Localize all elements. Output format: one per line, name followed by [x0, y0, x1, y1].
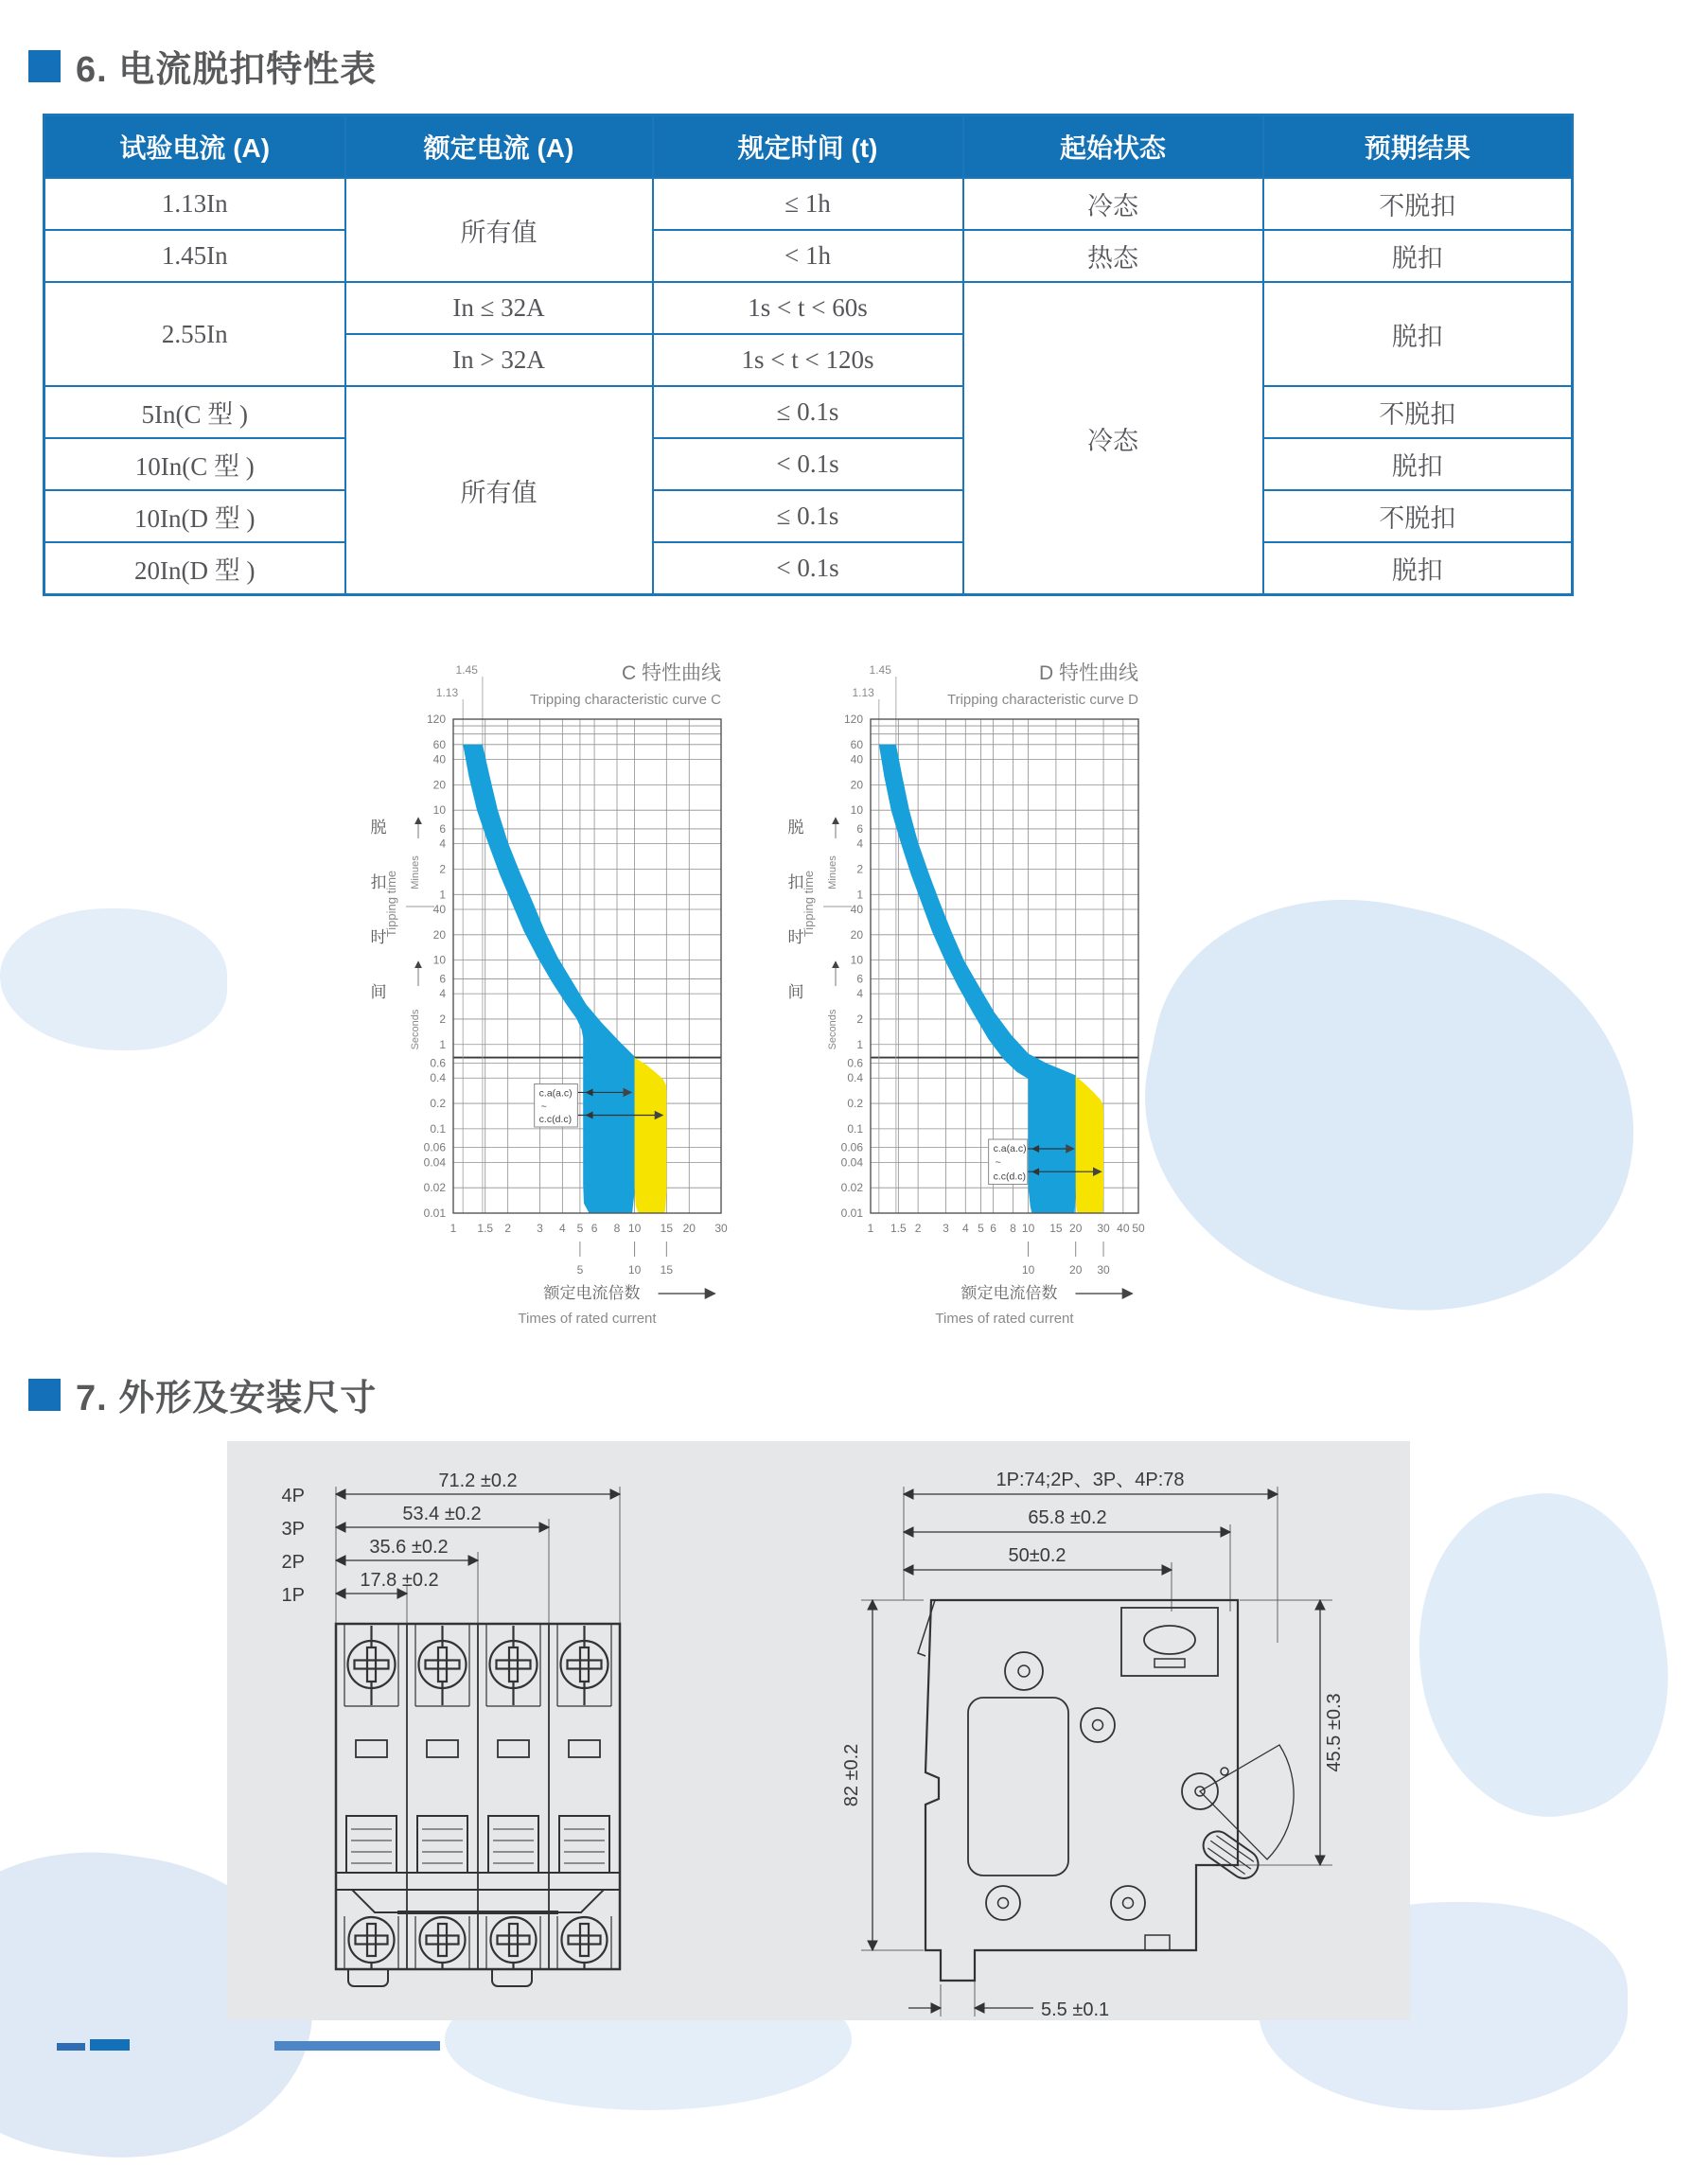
svg-text:20: 20	[850, 778, 863, 792]
table-cell: 脱扣	[1263, 230, 1573, 282]
svg-text:20: 20	[1069, 1222, 1083, 1235]
svg-text:0.6: 0.6	[847, 1056, 863, 1070]
section-7-header	[28, 1368, 377, 1420]
svg-text:20: 20	[850, 927, 863, 942]
section-6-title: 6. 电流脱扣特性表	[76, 50, 378, 90]
table-cell: 热态	[963, 230, 1263, 282]
svg-text:3: 3	[943, 1222, 949, 1235]
svg-text:10: 10	[627, 1263, 642, 1277]
table-row	[44, 282, 1573, 334]
map-decoration	[0, 908, 227, 1050]
table-cell: 1.45In	[44, 230, 345, 282]
svg-text:1: 1	[856, 888, 863, 902]
svg-text:Tripping characteristic curve: Tripping characteristic curve D	[946, 692, 1138, 708]
table-cell: 不脱扣	[1263, 490, 1573, 542]
table-cell: 20In(D 型 )	[44, 542, 345, 595]
footer-decoration	[274, 2041, 440, 2051]
section-bullet-icon	[28, 1379, 61, 1411]
svg-text:40: 40	[850, 752, 863, 766]
section-6-header	[28, 40, 377, 92]
table-cell: In ≤ 32A	[345, 282, 653, 334]
svg-text:40: 40	[1117, 1222, 1130, 1235]
table-row	[44, 542, 1573, 595]
svg-text:30: 30	[1097, 1222, 1110, 1235]
dc-tripping-band	[1076, 1076, 1103, 1213]
svg-text:0.4: 0.4	[847, 1071, 863, 1085]
column-header-expected-result: 预期结果	[1263, 115, 1573, 179]
table-cell: ≤ 0.1s	[653, 490, 963, 542]
svg-text:2: 2	[439, 862, 446, 876]
svg-text:0.02: 0.02	[423, 1181, 446, 1195]
svg-text:15: 15	[660, 1222, 674, 1235]
svg-text:c.c(d.c): c.c(d.c)	[993, 1171, 1027, 1183]
table-cell: ≤ 0.1s	[653, 386, 963, 438]
table-cell: 所有值	[345, 178, 653, 282]
table-cell: ≤ 1h	[653, 178, 963, 230]
svg-text:0.2: 0.2	[847, 1097, 863, 1111]
svg-text:0.1: 0.1	[430, 1121, 446, 1136]
column-header-rated-current: 额定电流 (A)	[345, 115, 653, 179]
svg-text:6: 6	[590, 1222, 598, 1235]
svg-text:15: 15	[1049, 1222, 1063, 1235]
pole-label: 4P	[281, 1486, 305, 1506]
table-cell: 冷态	[963, 178, 1263, 230]
svg-text:10: 10	[850, 803, 863, 818]
dimension-label: 45.5 ±0.3	[1324, 1693, 1345, 1772]
svg-text:4: 4	[961, 1222, 969, 1235]
breaker-side-body	[918, 1600, 1294, 1981]
extension-lines	[861, 1487, 1332, 2017]
svg-text:时: 时	[787, 928, 804, 946]
dimension-label: 17.8 ±0.2	[360, 1570, 439, 1591]
svg-text:扣: 扣	[787, 873, 804, 891]
svg-text:扣: 扣	[370, 873, 387, 891]
svg-text:~: ~	[540, 1101, 547, 1113]
svg-text:c.a(a.c): c.a(a.c)	[538, 1087, 573, 1100]
svg-text:6: 6	[856, 972, 863, 986]
svg-text:6: 6	[990, 1222, 996, 1235]
column-header-initial-state: 起始状态	[963, 115, 1263, 179]
footer-decoration	[90, 2039, 130, 2051]
table-cell: < 1h	[653, 230, 963, 282]
svg-text:40: 40	[432, 902, 446, 916]
svg-text:2: 2	[504, 1222, 512, 1235]
svg-text:1.13: 1.13	[435, 686, 459, 699]
svg-text:1.13: 1.13	[852, 686, 874, 699]
svg-text:c.a(a.c): c.a(a.c)	[993, 1143, 1027, 1155]
svg-text:10: 10	[432, 803, 446, 818]
svg-text:D 特性曲线: D 特性曲线	[1039, 662, 1138, 684]
svg-text:时: 时	[370, 928, 387, 946]
svg-text:4: 4	[856, 837, 863, 851]
svg-text:50: 50	[1132, 1222, 1145, 1235]
dimension-label: 71.2 ±0.2	[438, 1471, 518, 1491]
svg-text:2: 2	[856, 1012, 863, 1026]
breaker-front-body	[336, 1624, 620, 1986]
svg-text:20: 20	[432, 778, 446, 792]
svg-text:6: 6	[856, 821, 863, 836]
svg-text:6: 6	[439, 821, 446, 836]
svg-text:C 特性曲线: C 特性曲线	[622, 662, 721, 684]
table-cell: 脱扣	[1263, 542, 1573, 595]
table-row	[44, 438, 1573, 490]
table-header-row	[44, 115, 1573, 179]
svg-text:~: ~	[995, 1156, 1001, 1169]
table-cell: 所有值	[345, 386, 653, 595]
svg-text:0.4: 0.4	[430, 1071, 446, 1085]
table-cell: 1.13In	[44, 178, 345, 230]
latch-roller	[1198, 1826, 1264, 1884]
svg-text:0.04: 0.04	[840, 1155, 863, 1170]
side-view-drawing	[814, 1458, 1382, 2020]
svg-text:120: 120	[843, 713, 863, 726]
svg-text:c.c(d.c): c.c(d.c)	[538, 1113, 573, 1125]
svg-text:30: 30	[1097, 1263, 1110, 1277]
tripping-curve-d-chart	[700, 653, 1230, 1344]
svg-text:1: 1	[867, 1222, 874, 1235]
svg-text:1: 1	[439, 1037, 446, 1051]
svg-text:2: 2	[439, 1012, 446, 1026]
pole-label: 2P	[281, 1552, 305, 1573]
table-cell: 冷态	[963, 282, 1263, 595]
svg-text:Minues: Minues	[827, 855, 838, 889]
svg-text:2: 2	[914, 1222, 922, 1235]
svg-text:4: 4	[559, 1222, 566, 1235]
svg-text:40: 40	[432, 752, 446, 766]
table-cell: 5In(C 型 )	[44, 386, 345, 438]
table-cell: 2.55In	[44, 282, 345, 386]
table-cell: 10In(D 型 )	[44, 490, 345, 542]
svg-text:1: 1	[439, 888, 446, 902]
table-cell: In > 32A	[345, 334, 653, 386]
dimension-label: 1P:74;2P、3P、4P:78	[996, 1470, 1185, 1490]
svg-text:10: 10	[627, 1222, 642, 1235]
svg-text:1.45: 1.45	[869, 663, 891, 677]
column-header-specified-time: 规定时间 (t)	[653, 115, 963, 179]
dimension-lines	[872, 1494, 1320, 2008]
svg-text:0.02: 0.02	[840, 1181, 863, 1195]
svg-text:5: 5	[978, 1222, 984, 1235]
svg-text:0.01: 0.01	[423, 1206, 446, 1220]
svg-text:20: 20	[682, 1222, 696, 1235]
svg-text:额定电流倍数: 额定电流倍数	[543, 1284, 641, 1302]
pole-label: 1P	[281, 1585, 305, 1606]
svg-text:6: 6	[439, 972, 446, 986]
dimension-label: 82 ±0.2	[841, 1743, 862, 1807]
svg-text:10: 10	[1021, 1222, 1035, 1235]
dimension-label: 5.5 ±0.1	[1041, 1999, 1110, 2020]
svg-text:4: 4	[439, 987, 446, 1001]
svg-text:1.45: 1.45	[455, 663, 478, 677]
svg-text:20: 20	[1069, 1263, 1083, 1277]
table-cell: 1s < t < 120s	[653, 334, 963, 386]
svg-text:5: 5	[576, 1263, 584, 1277]
table-cell: 脱扣	[1263, 282, 1573, 386]
svg-text:Seconds: Seconds	[827, 1009, 838, 1050]
dimension-drawings-panel	[227, 1441, 1410, 2020]
section-bullet-icon	[28, 50, 61, 82]
svg-text:0.2: 0.2	[430, 1097, 446, 1111]
svg-text:Minues: Minues	[410, 855, 421, 889]
svg-text:5: 5	[576, 1222, 584, 1235]
table-row	[44, 230, 1573, 282]
svg-text:1.5: 1.5	[477, 1222, 494, 1235]
svg-text:30: 30	[714, 1222, 728, 1235]
svg-text:120: 120	[426, 713, 446, 726]
table-cell: 不脱扣	[1263, 386, 1573, 438]
svg-text:0.06: 0.06	[840, 1140, 863, 1154]
svg-text:0.6: 0.6	[430, 1056, 446, 1070]
svg-text:20: 20	[432, 927, 446, 942]
svg-text:10: 10	[432, 953, 446, 967]
svg-text:60: 60	[850, 737, 863, 751]
svg-text:Tipping time: Tipping time	[802, 870, 816, 938]
svg-text:0.06: 0.06	[423, 1140, 446, 1154]
svg-text:脱: 脱	[787, 819, 804, 837]
svg-text:1: 1	[856, 1037, 863, 1051]
table-row	[44, 178, 1573, 230]
pole-label: 3P	[281, 1519, 305, 1540]
dc-tripping-band	[635, 1058, 667, 1213]
dimension-label: 53.4 ±0.2	[402, 1504, 482, 1524]
table-cell: 10In(C 型 )	[44, 438, 345, 490]
svg-text:3: 3	[537, 1222, 543, 1235]
front-view-drawing	[256, 1458, 748, 1988]
trip-characteristics-table	[43, 114, 1574, 596]
table-cell: < 0.1s	[653, 438, 963, 490]
dimension-label: 35.6 ±0.2	[369, 1537, 449, 1558]
dimension-label: 65.8 ±0.2	[1028, 1507, 1107, 1528]
svg-text:脱: 脱	[370, 819, 387, 837]
table-row	[44, 386, 1573, 438]
svg-text:10: 10	[850, 953, 863, 967]
svg-text:Tripping characteristic curve: Tripping characteristic curve C	[529, 692, 721, 708]
footer-decoration	[57, 2043, 85, 2051]
table-cell: 不脱扣	[1263, 178, 1573, 230]
svg-text:额定电流倍数: 额定电流倍数	[961, 1284, 1058, 1302]
table-cell: < 0.1s	[653, 542, 963, 595]
svg-text:10: 10	[1021, 1263, 1035, 1277]
svg-text:8: 8	[613, 1222, 621, 1235]
svg-text:1: 1	[449, 1222, 457, 1235]
map-decoration	[1393, 1476, 1691, 1836]
svg-text:15: 15	[660, 1263, 674, 1277]
svg-text:0.01: 0.01	[840, 1206, 863, 1220]
table-cell: 脱扣	[1263, 438, 1573, 490]
column-header-test-current: 试验电流 (A)	[44, 115, 345, 179]
section-7-title: 7. 外形及安装尺寸	[76, 1379, 378, 1418]
svg-text:4: 4	[856, 987, 863, 1001]
svg-text:4: 4	[439, 837, 446, 851]
svg-text:60: 60	[432, 737, 446, 751]
svg-text:2: 2	[856, 862, 863, 876]
svg-text:1.5: 1.5	[890, 1222, 907, 1235]
svg-text:40: 40	[850, 902, 863, 916]
svg-text:Times of rated current: Times of rated current	[935, 1311, 1074, 1327]
svg-text:间: 间	[370, 983, 387, 1001]
svg-text:Times of rated current: Times of rated current	[518, 1311, 657, 1327]
dimension-label: 50±0.2	[1008, 1545, 1066, 1566]
svg-text:Seconds: Seconds	[410, 1009, 421, 1050]
svg-text:Tipping time: Tipping time	[384, 870, 398, 938]
svg-text:间: 间	[787, 983, 804, 1001]
svg-text:0.04: 0.04	[423, 1155, 446, 1170]
svg-text:0.1: 0.1	[847, 1121, 863, 1136]
svg-text:8: 8	[1010, 1222, 1016, 1235]
table-row	[44, 490, 1573, 542]
table-cell: 1s < t < 60s	[653, 282, 963, 334]
